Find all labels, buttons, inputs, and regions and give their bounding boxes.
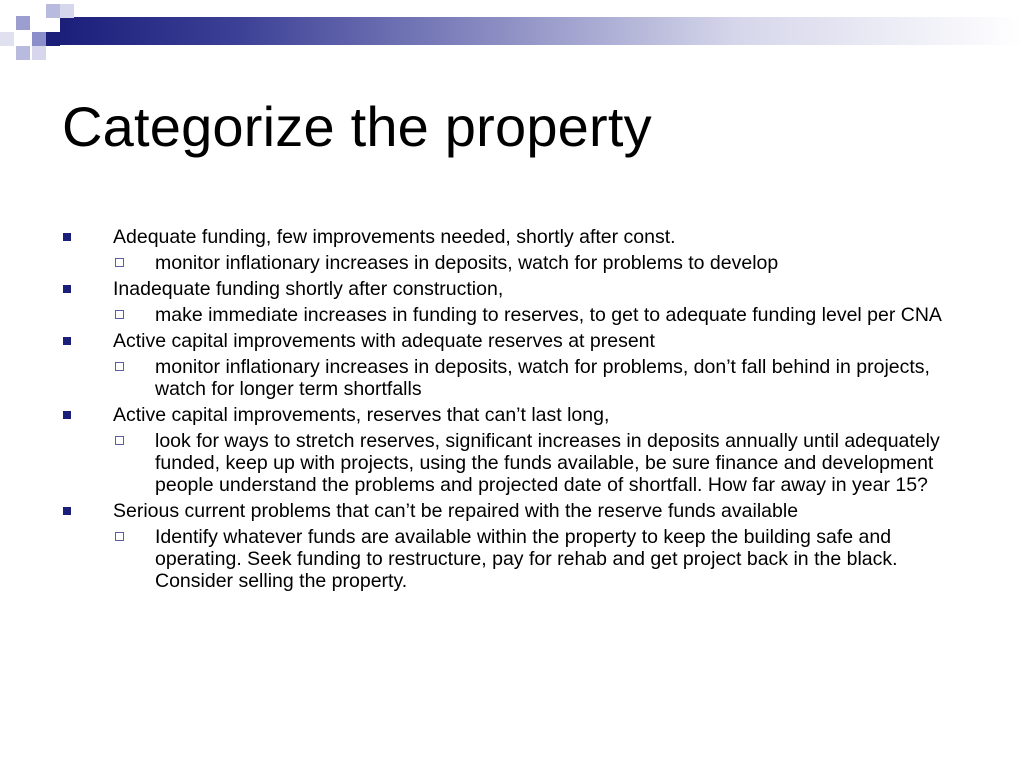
square-bullet-icon: [63, 233, 71, 241]
bullet-text-row: [62, 226, 972, 248]
square-bullet-icon: [63, 337, 71, 345]
bullet-item: [62, 278, 972, 326]
sub-bullet-list: [62, 252, 972, 274]
slide-title: Categorize the property: [62, 95, 652, 158]
hollow-square-bullet-icon: [115, 310, 124, 319]
sub-bullet-text: monitor inflationary increases in deposits, watch for problems to develop: [155, 252, 779, 274]
decorative-square: [32, 32, 46, 46]
bullet-text-row: [62, 330, 972, 352]
sub-bullet-list: [62, 356, 972, 400]
square-bullet-icon: [63, 411, 71, 419]
sub-bullet-item: [62, 526, 972, 592]
hollow-square-bullet-icon: [115, 258, 124, 267]
header-gradient-bar: [60, 17, 1024, 45]
decorative-square: [32, 46, 46, 60]
hollow-square-bullet-icon: [115, 362, 124, 371]
sub-bullet-list: [62, 526, 972, 592]
hollow-square-bullet-icon: [115, 532, 124, 541]
sub-bullet-text: make immediate increases in funding to reserves, to get to adequate funding level per CNA: [155, 304, 942, 326]
bullet-text-row: [62, 278, 972, 300]
bullet-item: [62, 404, 972, 496]
bullet-item: [62, 500, 972, 592]
bullet-text-row: [62, 404, 972, 426]
bullet-item: [62, 226, 972, 274]
bullet-text-row: [62, 500, 972, 522]
sub-bullet-list: [62, 304, 972, 326]
slide-content: [62, 226, 972, 596]
bullet-text: Active capital improvements with adequate reserves at present: [113, 330, 655, 352]
sub-bullet-text: Identify whatever funds are available within the property to keep the building safe and operating. Seek funding to restructure, pay for rehab and get project back in the black. Consider selling the property.: [155, 526, 898, 592]
sub-bullet-item: [62, 304, 972, 326]
decorative-square: [0, 32, 14, 46]
bullet-text: Serious current problems that can’t be repaired with the reserve funds available: [113, 500, 799, 522]
bullet-text: Active capital improvements, reserves that can’t last long,: [113, 404, 610, 426]
sub-bullet-text: look for ways to stretch reserves, significant increases in deposits annually until adequately funded, keep up with projects, using the funds available, be sure finance and development people understand the problems and projected date of shortfall. How far away in year 15?: [155, 430, 940, 496]
sub-bullet-item: [62, 252, 972, 274]
bullet-text: Adequate funding, few improvements needed, shortly after const.: [113, 226, 676, 248]
hollow-square-bullet-icon: [115, 436, 124, 445]
decorative-square: [60, 4, 74, 18]
decorative-square: [16, 46, 30, 60]
sub-bullet-text: monitor inflationary increases in deposits, watch for problems, don’t fall behind in projects, watch for longer term shortfalls: [155, 356, 930, 400]
bullet-item: [62, 330, 972, 400]
square-bullet-icon: [63, 507, 71, 515]
decorative-square: [46, 32, 60, 46]
decorative-square: [16, 16, 30, 30]
bullet-list: [62, 226, 972, 592]
sub-bullet-item: [62, 356, 972, 400]
sub-bullet-item: [62, 430, 972, 496]
decorative-square: [46, 4, 60, 18]
sub-bullet-list: [62, 430, 972, 496]
bullet-text: Inadequate funding shortly after construction,: [113, 278, 504, 300]
square-bullet-icon: [63, 285, 71, 293]
